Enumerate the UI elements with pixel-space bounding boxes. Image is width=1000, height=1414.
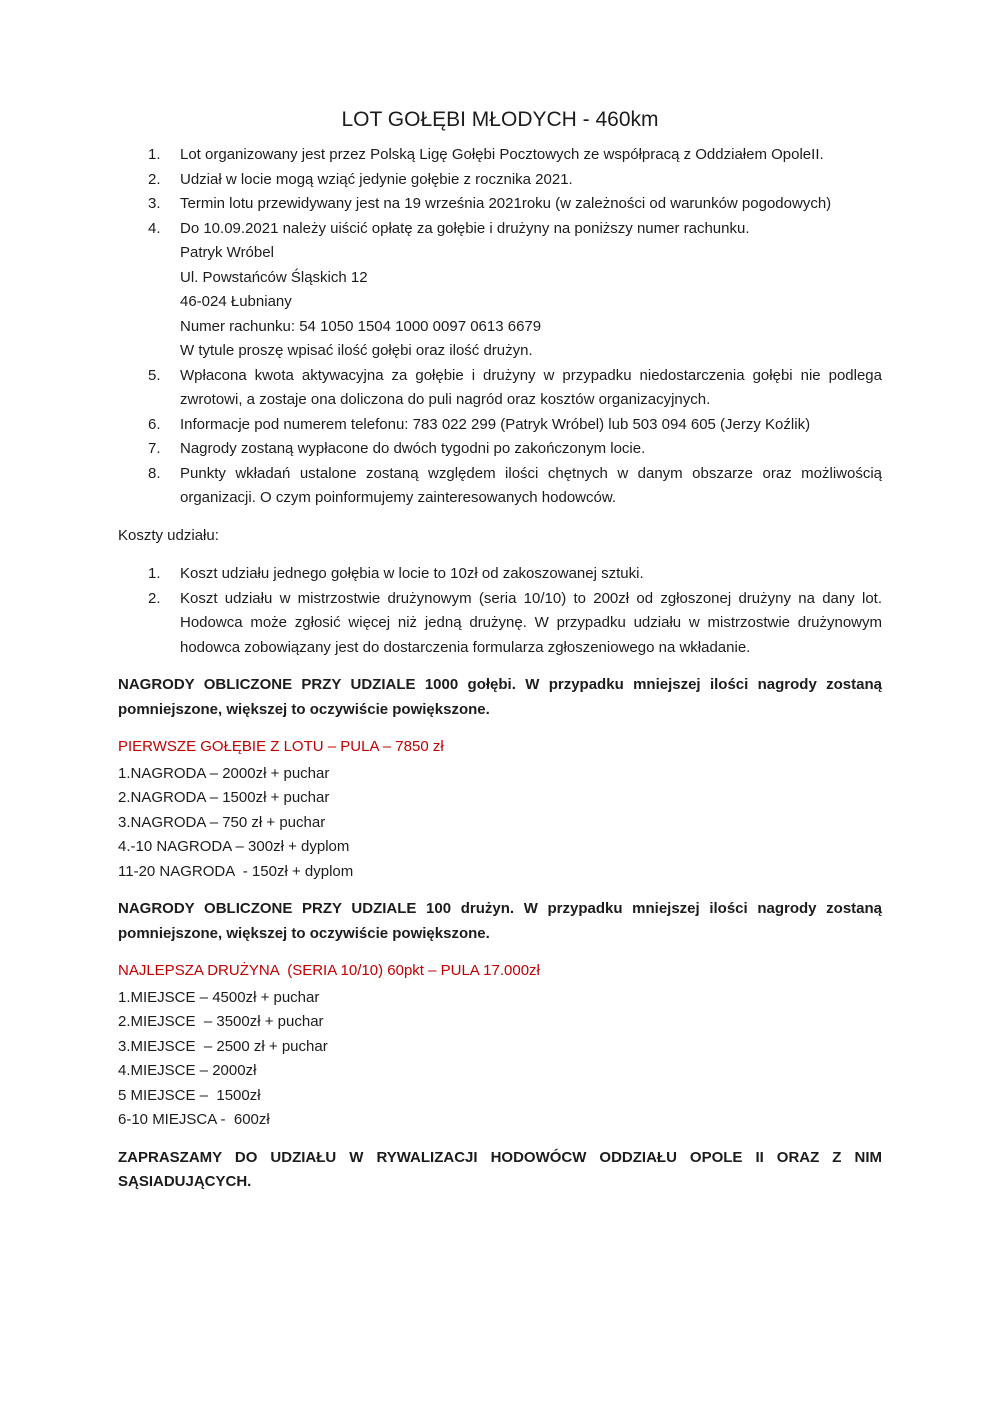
rule-number: 5.: [148, 366, 161, 384]
rule-text-main: Do 10.09.2021 należy uiścić opłatę za gołębie i drużyny na poniższy numer rachunku.: [180, 219, 750, 237]
rule-number: 4.: [148, 219, 161, 237]
team-prize-line: 1.MIEJSCE – 4500zł + puchar: [118, 988, 320, 1006]
rule-text: Nagrody zostaną wypłacone do dwóch tygodni po zakończonym locie.: [180, 440, 646, 457]
rule-text: Udział w locie mogą wziąć jedynie gołębie z rocznika 2021.: [180, 170, 573, 188]
cost-text: Koszt udziału w mistrzostwie drużynowym (seria 10/10) to 200zł od zgłoszonej drużyny na dany lot. Hodowca może zgłosić więcej niż jedną drużynę. W przypadku udziału w mistrzostwie drużynowym hodowca zobowiązany jest do dostarczenia formularza zgłoszeniowego na wkładanie.: [180, 589, 882, 656]
cost-text: Koszt udziału jednego gołębia w locie to 10zł od zakoszowanej sztuki.: [180, 565, 644, 582]
team-prize-line: 4.MIEJSCE – 2000zł: [118, 1062, 257, 1079]
rule-item: [148, 437, 882, 462]
rule-item: [148, 364, 882, 413]
cost-number: 1.: [148, 565, 161, 582]
rule-item: [148, 413, 882, 438]
rule-text: Termin lotu przewidywany jest na 19 września 2021roku (w zależności od warunków pogodowych): [180, 195, 832, 212]
first-pigeons-heading: PIERWSZE GOŁĘBIE Z LOTU – PULA – 7850 zł: [118, 738, 444, 755]
rules-list: [118, 143, 882, 511]
prize-line: 4.-10 NAGRODA – 300zł + dyplom: [118, 838, 350, 855]
rule-text: Wpłacona kwota aktywacyjna za gołębie i drużyny w przypadku niedostarczenia gołębi nie podlega zwrotowi, a zostaje ona doliczona do puli nagród oraz kosztów organizacyjnych.: [180, 366, 882, 408]
payment-title-instruction: W tytule proszę wpisać ilość gołębi oraz ilość drużyn.: [180, 342, 533, 359]
rule-number: 8.: [148, 464, 161, 482]
prizes-note-pigeons: NAGRODY OBLICZONE PRZY UDZIALE 1000 gołębi. W przypadku mniejszej ilości nagrody zostaną pomniejszone, większej to oczywiście powiększone.: [118, 676, 882, 718]
prize-line: 3.NAGRODA – 750 zł + puchar: [118, 813, 326, 831]
document-title: LOT GOŁĘBI MŁODYCH - 460km: [341, 108, 659, 131]
prize-line: 11-20 NAGRODA - 150zł + dyplom: [118, 862, 354, 880]
costs-heading: Koszty udziału:: [118, 526, 219, 544]
rule-text: [180, 217, 882, 364]
team-prize-line: 5 MIEJSCE – 1500zł: [118, 1086, 261, 1104]
rule-number: 2.: [148, 170, 161, 188]
payment-street: Ul. Powstańców Śląskich 12: [180, 268, 368, 286]
cost-item: [148, 562, 882, 587]
rule-item: [148, 217, 882, 364]
costs-list: [118, 562, 882, 660]
rule-item: [148, 462, 882, 511]
rule-number: 1.: [148, 146, 161, 163]
closing-invitation: ZAPRASZAMY DO UDZIAŁU W RYWALIZACJI HODOWÓCW ODDZIAŁU OPOLE II ORAZ Z NIM SĄSIADUJĄCYCH.: [118, 1148, 882, 1190]
cost-number: 2.: [148, 589, 161, 607]
payment-city: 46-024 Łubniany: [180, 293, 292, 310]
prize-line: 1.NAGRODA – 2000zł + puchar: [118, 764, 330, 782]
rule-text: Punkty wkładań ustalone zostaną względem ilości chętnych w danym obszarze oraz możliwością organizacji. O czym poinformujemy zainteresowanych hodowców.: [180, 464, 882, 506]
rule-text: Lot organizowany jest przez Polską Ligę Gołębi Pocztowych ze współpracą z Oddziałem OpoleII.: [180, 146, 824, 163]
payment-name: Patryk Wróbel: [180, 244, 274, 261]
prize-line: 2.NAGRODA – 1500zł + puchar: [118, 789, 330, 806]
rule-number: 3.: [148, 195, 161, 212]
team-prize-line: 3.MIEJSCE – 2500 zł + puchar: [118, 1037, 328, 1055]
team-prize-line: 2.MIEJSCE – 3500zł + puchar: [118, 1013, 324, 1030]
rule-item: [148, 168, 882, 193]
payment-account-number: Numer rachunku: 54 1050 1504 1000 0097 0613 6679: [180, 317, 542, 335]
rule-number: 7.: [148, 440, 161, 457]
rule-item: [148, 192, 882, 217]
cost-item: [148, 587, 882, 661]
rule-text: Informacje pod numerem telefonu: 783 022 299 (Patryk Wróbel) lub 503 094 605 (Jerzy Koźlik): [180, 415, 811, 433]
rule-number: 6.: [148, 415, 161, 433]
best-team-heading: NAJLEPSZA DRUŻYNA (SERIA 10/10) 60pkt – PULA 17.000zł: [118, 962, 540, 979]
prizes-note-teams: NAGRODY OBLICZONE PRZY UDZIALE 100 drużyn. W przypadku mniejszej ilości nagrody zostaną pomniejszone, większej to oczywiście powiększone.: [118, 900, 882, 942]
rule-item: [148, 143, 882, 168]
team-prize-line: 6-10 MIEJSCA - 600zł: [118, 1111, 270, 1128]
